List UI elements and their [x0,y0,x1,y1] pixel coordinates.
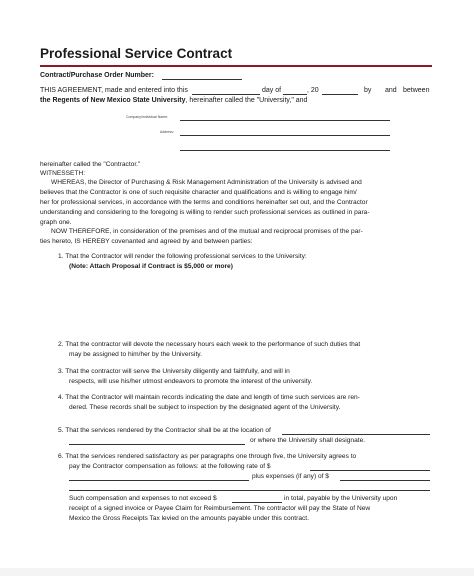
address-label: Address: [160,130,174,134]
expenses-field[interactable] [340,480,430,481]
year-prefix: , 20 [307,87,319,94]
clause-3 [58,367,312,387]
clause-6-line-1: 6. That the services rendered satisfactory as per paragraphs one through five, the University agrees to [58,453,357,460]
year-field[interactable] [322,94,358,95]
whereas-line: believes that the Contractor is one of such requisite character and qualifications and is willing to engage him/ [40,189,357,196]
clause-1-services-area[interactable] [69,275,429,335]
now-therefore-line: ties hereto, IS HEREBY covenanted and agreed by and between parties: [40,238,253,245]
contract-number-field[interactable] [162,79,242,80]
clause-4-line: 4. That the Contractor will maintain records indicating the date and length of time such services are ren- [58,394,360,401]
agreement-made-text: THIS AGREEMENT, made and entered into this [40,87,188,94]
contractor-line: hereinafter called the "Contractor." [40,161,141,168]
clause-2-line: 2. That the contractor will devote the necessary hours each week to the performance of such duties that [58,341,361,348]
clause-1-text: 1. That the Contractor will render the following professional services to the University: [58,253,307,260]
whereas-line: graph one. [40,219,72,226]
rate-field-2[interactable] [69,480,249,481]
company-name-field[interactable] [180,120,390,121]
address-field-1[interactable] [180,135,390,136]
clause-5-line-a: 5. That the services rendered by the Contractor shall be at the location of [58,427,271,434]
whereas-line: her for professional services, in accordance with the terms and conditions hereinafter set out, and the Contractor [40,199,368,206]
between-label: between [403,87,430,94]
regents-rest: , hereinafter called the "University," and [185,97,308,104]
regents-name: the Regents of New Mexico State University [40,97,186,104]
now-therefore-paragraph [40,227,363,247]
title-divider [40,65,432,67]
clause-1-note: (Note: Attach Proposal if Contract is $5,000 or more) [69,263,233,270]
clause-4 [58,393,360,413]
day-of-label: day of [262,87,282,94]
whereas-line: WHEREAS, the Director of Purchasing & Risk Management Administration of the University is advised and [51,179,362,186]
compensation-line-3: Mexico the Gross Receipts Tax levied on the amounts payable under this contract. [69,515,309,522]
clause-2 [58,340,360,360]
rate-field[interactable] [310,470,430,471]
day-field[interactable] [192,94,260,95]
clause-3-line: 3. That the contractor will serve the University diligently and faithfully, and will in [58,368,290,375]
month-field[interactable] [283,94,307,95]
clause-4-line: dered. These records shall be subject to inspection by the designated agent of the University. [69,404,341,411]
page-bottom-strip [0,568,474,576]
not-exceed-field[interactable] [232,502,282,503]
compensation-detail-field[interactable] [69,490,430,491]
contract-number-label: Contract/Purchase Order Number: [40,72,154,79]
clause-5-line-b: or where the University shall designate. [250,437,366,444]
clause-3-line: respects, will use his/her utmost endeavors to promote the interest of the university. [69,378,313,385]
address-field-2[interactable] [180,150,390,151]
regents-line [40,96,307,106]
compensation-line-1b: in total, payable by the University upon [284,495,398,502]
by-label: by [364,87,372,94]
company-name-label: Company/Individual Name: [126,115,169,119]
location-field[interactable] [282,434,430,435]
and-label: and [385,87,397,94]
clause-6-line-2: pay the Contractor compensation as follows: at the following rate of $ [69,463,271,470]
witnesseth-heading: WITNESSETH: [40,170,86,177]
document-title: Professional Service Contract [40,46,233,61]
clause-2-line: may be assigned to him/her by the University. [69,351,202,358]
compensation-line-2: receipt of a signed invoice or Payee Claim for Reimbursement. The contractor will pay the State of New [69,505,371,512]
location-field-2[interactable] [69,444,245,445]
clause-6-expenses: plus expenses (if any) of $ [252,473,329,480]
compensation-line-1a: Such compensation and expenses to not exceed $ [69,495,217,502]
whereas-line: understanding and considering to the foregoing is willing to render such professional services as outlined in para- [40,209,370,216]
whereas-paragraph [40,178,370,228]
now-therefore-line: NOW THEREFORE, in consideration of the premises and of the mutual and reciprocal promises of the par- [51,228,363,235]
